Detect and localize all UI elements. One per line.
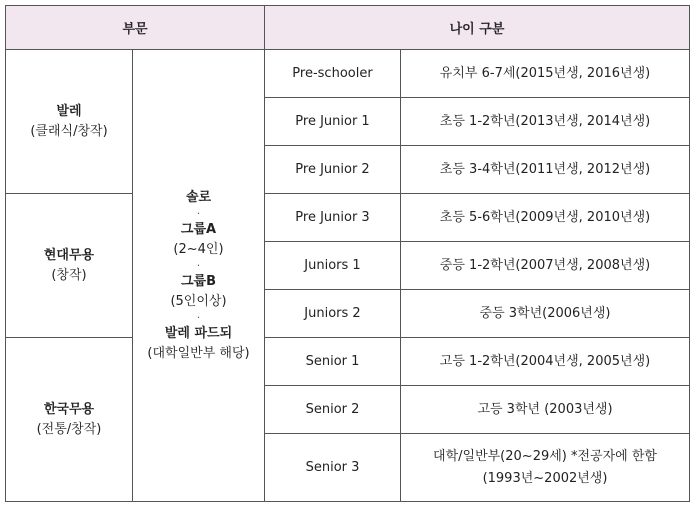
level-age: 초등 5-6학년(2009년생, 2010년생) <box>401 194 690 242</box>
level-age: 초등 3-4학년(2011년생, 2012년생) <box>401 146 690 194</box>
level-name: Senior 3 <box>265 434 401 502</box>
separator-dot: · <box>196 258 201 272</box>
level-name: Pre Junior 1 <box>265 98 401 146</box>
category-modern-dance <box>6 194 133 338</box>
separator-dot: · <box>196 206 201 220</box>
level-age: 유치부 6-7세(2015년생, 2016년생) <box>401 50 690 98</box>
level-name: Senior 1 <box>265 338 401 386</box>
level-age: 고등 1-2학년(2004년생, 2005년생) <box>401 338 690 386</box>
age-group-header: 나이 구분 <box>265 6 690 50</box>
level-name: Senior 2 <box>265 386 401 434</box>
level-age: 중등 3학년(2006년생) <box>401 290 690 338</box>
division-header: 부문 <box>6 6 265 50</box>
level-name: Juniors 1 <box>265 242 401 290</box>
table-row <box>6 194 690 242</box>
level-name: Pre Junior 2 <box>265 146 401 194</box>
category-sub: (클래식/창작) <box>30 123 108 139</box>
level-age-line1: 대학/일반부(20~29세) *전공자에 한함 <box>433 448 657 464</box>
format-group-b: 그룹B <box>180 273 217 289</box>
format-solo: 솔로 <box>185 189 212 205</box>
level-name: Pre-schooler <box>265 50 401 98</box>
table-row <box>6 50 690 98</box>
format-cell <box>133 50 265 502</box>
level-name: Pre Junior 3 <box>265 194 401 242</box>
level-age: 고등 3학년 (2003년생) <box>401 386 690 434</box>
format-group-a-size: (2~4인) <box>173 241 224 257</box>
level-name: Juniors 2 <box>265 290 401 338</box>
level-age <box>401 434 690 502</box>
category-title: 현대무용 <box>43 247 95 263</box>
category-ballet <box>6 50 133 194</box>
category-sub: (창작) <box>51 267 87 283</box>
format-pas-de-deux-note: (대학일반부 해당) <box>147 345 250 361</box>
category-korean-dance <box>6 338 133 502</box>
format-group-a: 그룹A <box>180 221 217 237</box>
category-title: 발레 <box>56 103 82 119</box>
level-age-line2: (1993년~2002년생) <box>482 470 608 486</box>
category-title: 한국무용 <box>43 401 95 417</box>
age-division-table <box>5 5 690 502</box>
format-pas-de-deux: 발레 파드되 <box>164 325 233 341</box>
table-row <box>6 338 690 386</box>
level-age: 초등 1-2학년(2013년생, 2014년생) <box>401 98 690 146</box>
category-sub: (전통/창작) <box>36 421 102 437</box>
format-group-b-size: (5인이상) <box>170 293 227 309</box>
level-age: 중등 1-2학년(2007년생, 2008년생) <box>401 242 690 290</box>
separator-dot: · <box>196 310 201 324</box>
header-row <box>6 6 690 50</box>
